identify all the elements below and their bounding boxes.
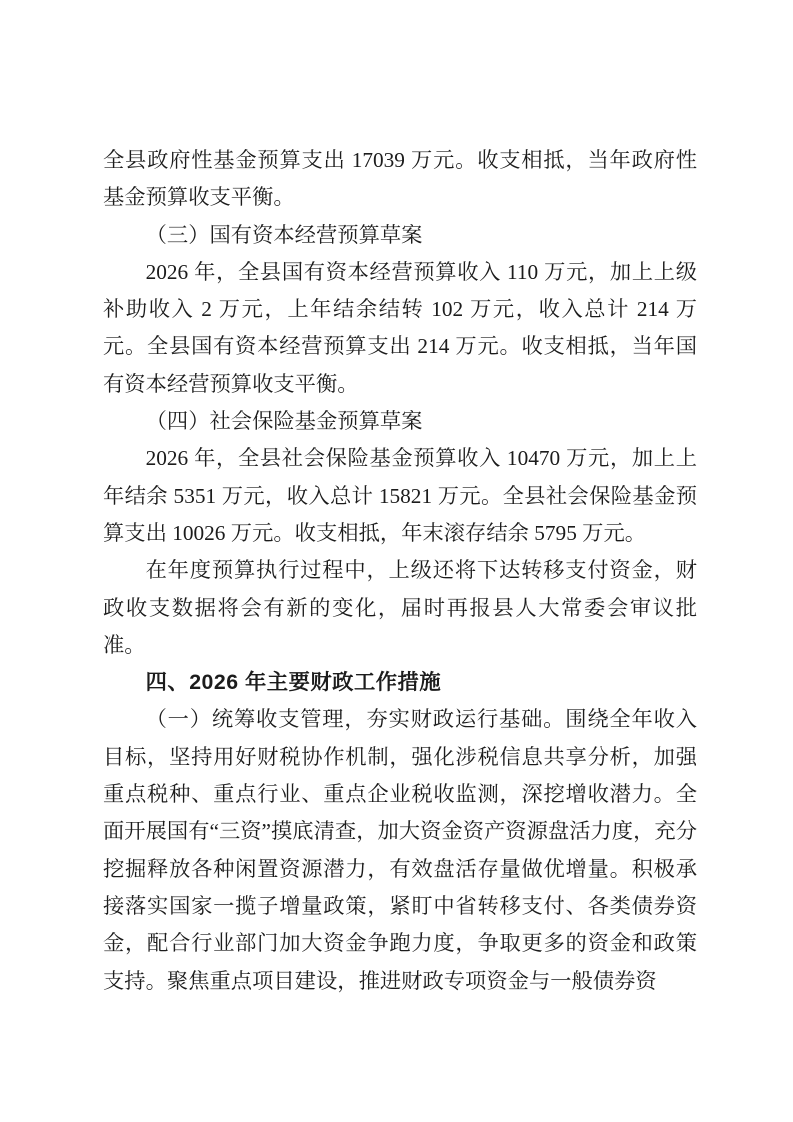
paragraph-measure-1-revenue-management: （一）统筹收支管理，夯实财政运行基础。围绕全年收入目标，坚持用好财税协作机制，强化涉税信息共享分析，加强重点税种、重点行业、重点企业税收监测，深挖增收潜力。全面开展国有“三资”摸底清查，加大资金资产资源盘活力度，充分挖掘释放各种闲置资源潜力，有效盘活存量做优增量。积极承接落实国家一揽子增量政策，紧盯中省转移支付、各类债券资金，配合行业部门加大资金争跑力度，争取更多的资金和政策支持。聚焦重点项目建设，推进财政专项资金与一般债券资: [103, 707, 697, 993]
heading-2026-main-fiscal-measures: 四、2026 年主要财政工作措施: [145, 670, 442, 695]
subheading-social-insurance-fund-budget-draft: （四）社会保险基金预算草案: [145, 409, 423, 434]
paragraph-transfer-payment-note: 在年度预算执行过程中，上级还将下达转移支付资金，财政收支数据将会有新的变化，届时再报县人大常委会审议批准。: [103, 558, 697, 657]
paragraph-soe-capital-budget: 2026 年，全县国有资本经营预算收入 110 万元，加上上级补助收入 2 万元，上年结余结转 102 万元，收入总计 214 万元。全县国有资本经营预算支出 214 万元。收支相抵，当年国有资本经营预算收支平衡。: [103, 259, 697, 396]
paragraph-social-insurance-fund-budget: 2026 年，全县社会保险基金预算收入 10470 万元，加上上年结余 5351 万元，收入总计 15821 万元。全县社会保险基金预算支出 10026 万元。收支相抵，年末滚存结余 5795 万元。: [103, 446, 697, 545]
subheading-soe-capital-budget-draft: （三）国有资本经营预算草案: [145, 222, 423, 247]
paragraph-gov-fund-budget-balance: 全县政府性基金预算支出 17039 万元。收支相抵，当年政府性基金预算收支平衡。: [103, 148, 697, 210]
